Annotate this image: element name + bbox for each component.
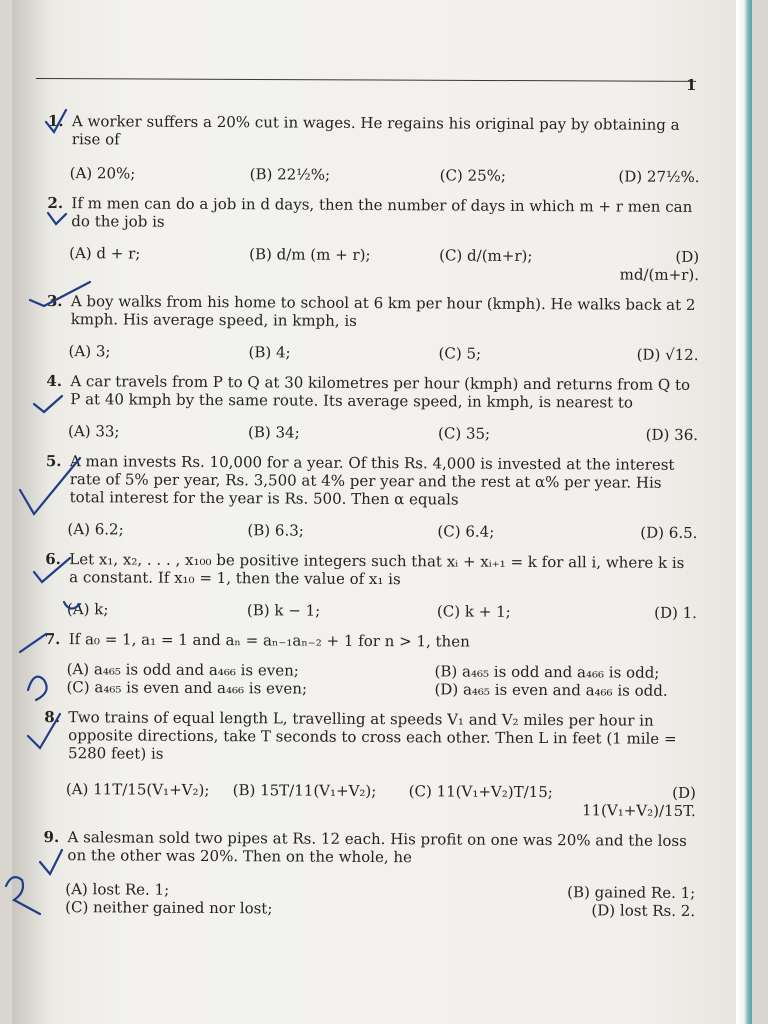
option-b: (B) 4;	[248, 343, 291, 362]
option-a: (A) k;	[66, 600, 109, 619]
option-a: (A) 33;	[67, 422, 120, 441]
option-c: (C) 35;	[437, 424, 491, 443]
question-list	[43, 112, 700, 920]
options	[47, 244, 699, 284]
option-b: (B) a₄₆₅ is odd and a₄₆₆ is odd;	[434, 662, 660, 682]
question-text: If a₀ = 1, a₁ = 1 and aₙ = aₙ₋₁aₙ₋₂ + 1 for n > 1, then	[68, 630, 470, 651]
question-text: Let x₁, x₂, . . . , x₁₀₀ be positive integers such that xᵢ + xᵢ₊₁ = k for all i, where k is a constant. If x₁₀ = 1, then the value of x₁ is	[69, 550, 685, 589]
option-d: (D) md/(m+r).	[619, 247, 700, 284]
question-6	[45, 550, 697, 622]
question-number: 9.	[43, 827, 60, 847]
question-9	[43, 828, 696, 920]
option-d: (D) 1.	[654, 603, 698, 622]
question-number: 4.	[46, 371, 63, 391]
option-a: (A) a₄₆₅ is odd and a₄₆₆ is even;	[66, 660, 299, 680]
option-c: (C) 6.4;	[437, 522, 495, 541]
question-text: A worker suffers a 20% cut in wages. He regains his original pay by obtaining a rise of	[71, 112, 680, 149]
question-text: If m men can do a job in d days, then the number of days in which m + r men can do the job is	[71, 194, 693, 231]
question-text: Two trains of equal length L, travelling at speeds V₁ and V₂ miles per hour in opposite directions, take T seconds to cross each other. Then L in feet (1 mile = 5280 feet) is	[68, 708, 677, 763]
question-2	[47, 194, 700, 284]
question-1	[48, 112, 700, 186]
option-d: (D) a₄₆₅ is even and a₄₆₆ is odd.	[434, 680, 668, 700]
option-c: (C) a₄₆₅ is even and a₄₆₆ is even;	[66, 678, 308, 698]
option-b: (B) gained Re. 1;	[567, 883, 696, 902]
question-number: 1.	[47, 112, 64, 131]
option-b: (B) 6.3;	[247, 521, 304, 540]
option-d: (D) 27½%.	[618, 167, 700, 186]
option-d: (D) 36.	[645, 425, 699, 444]
option-c: (C) 11(V₁+V₂)T/15;	[408, 782, 553, 802]
option-a: (A) 6.2;	[67, 520, 124, 539]
question-number: 6.	[45, 549, 61, 569]
option-b: (B) k − 1;	[246, 601, 321, 620]
question-3	[46, 292, 698, 364]
question-number: 5.	[45, 451, 62, 471]
option-c: (C) d/(m+r);	[439, 246, 533, 265]
option-d: (D) √12.	[636, 345, 699, 364]
option-b: (B) 34;	[247, 423, 300, 442]
option-d: (D) lost Rs. 2.	[591, 901, 696, 920]
options	[48, 164, 700, 186]
option-c: (C) 25%;	[439, 166, 507, 185]
option-d: (D) 11(V₁+V₂)/15T.	[581, 783, 696, 820]
option-d: (D) 6.5.	[640, 523, 698, 542]
option-a: (A) 11T/15(V₁+V₂);	[65, 780, 210, 799]
question-text: A man invests Rs. 10,000 for a year. Of this Rs. 4,000 is invested at the interest rate of 5% per year, Rs. 3,500 at 4% per year and the rest at α% per year. His total interest for the year is Rs. 500. Then α equals	[69, 452, 675, 509]
option-c: (C) 5;	[438, 344, 482, 363]
question-5	[45, 452, 698, 542]
question-8	[44, 708, 697, 820]
option-c: (C) k + 1;	[436, 602, 511, 621]
options	[46, 422, 698, 444]
question-number: 3.	[46, 291, 63, 311]
question-text: A boy walks from his home to school at 6 km per hour (kmph). He walks back at 2 kmph. His average speed, in kmph, is	[70, 292, 696, 330]
options	[46, 342, 698, 364]
page-number: 1	[686, 76, 697, 94]
options	[45, 600, 697, 622]
option-c: (C) neither gained nor lost;	[65, 898, 273, 918]
option-a: (A) 3;	[68, 342, 111, 361]
option-a: (A) 20%;	[69, 164, 136, 183]
options	[45, 520, 697, 542]
option-b: (B) 22½%;	[249, 165, 331, 184]
question-text: A salesman sold two pipes at Rs. 12 each. His profit on one was 20% and the loss on the other was 20%. Then on the whole, he	[67, 828, 687, 867]
question-number: 7.	[44, 629, 61, 649]
question-4	[46, 372, 698, 444]
option-b: (B) 15T/11(V₁+V₂);	[232, 781, 377, 801]
option-a: (A) lost Re. 1;	[65, 880, 170, 899]
option-b: (B) d/m (m + r);	[249, 245, 371, 264]
question-number: 2.	[47, 193, 64, 213]
options	[44, 780, 696, 820]
question-7	[44, 630, 696, 700]
question-number: 8.	[44, 707, 61, 727]
options-row-2	[44, 678, 696, 700]
question-text: A car travels from P to Q at 30 kilometres per hour (kmph) and returns from Q to P at 40 kmph by the same route. Its average speed, in kmph, is nearest to	[70, 372, 691, 412]
option-a: (A) d + r;	[69, 244, 141, 263]
page-edge	[736, 0, 752, 1024]
